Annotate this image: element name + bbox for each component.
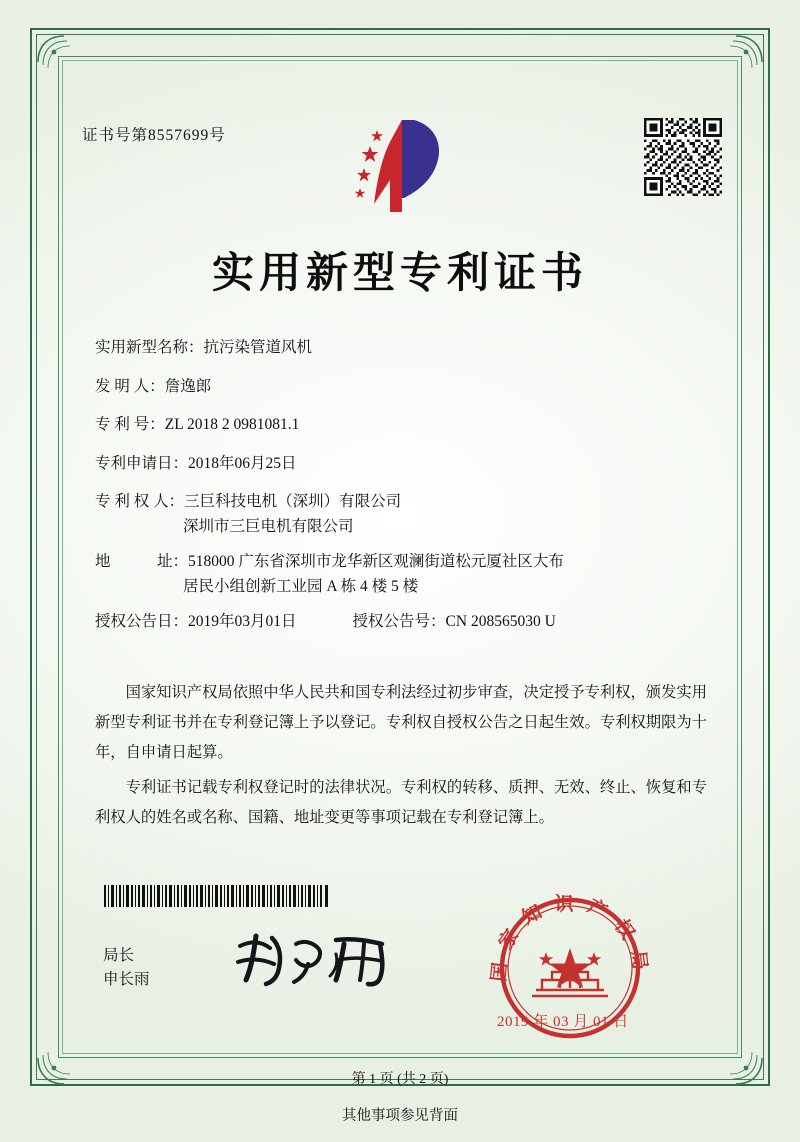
barcode-icon: [104, 885, 328, 907]
field-inventor-label: 发 明 人：: [95, 377, 165, 395]
field-patentee-value: 三巨科技电机（深圳）有限公司: [184, 493, 402, 510]
certificate-number: 证书号第8557699号: [82, 127, 226, 144]
legal-paragraph-2: 专利证书记载专利权登记时的法律状况。专利权的转移、质押、无效、终止、恢复和专利权人的姓名或名称、国籍、地址变更等事项记载在专利登记簿上。: [95, 779, 707, 827]
signature-icon: [232, 928, 412, 990]
field-patentee: [95, 494, 715, 510]
field-patent-number: [95, 417, 715, 433]
field-address: [95, 554, 715, 570]
field-patentee-label: 专 利 权 人：: [95, 493, 185, 510]
qr-code-icon: [644, 118, 722, 196]
field-patentee-value-second: 深圳市三巨电机有限公司: [183, 517, 354, 535]
field-inventor-value: 詹逸郎: [164, 377, 212, 395]
signature-block: [103, 944, 150, 992]
corner-flourish-icon: [34, 32, 98, 96]
field-patent-number-label: 专 利 号：: [95, 416, 165, 433]
field-grant-row: [95, 614, 715, 630]
director-name-label: 申长雨: [103, 971, 150, 989]
svg-text:国家知识产权局: 国家知识产权局: [487, 893, 653, 983]
field-grant-date-label: 授权公告日：: [95, 613, 189, 630]
seal-date: 2019 年 03 月 01 日: [497, 1014, 629, 1030]
field-application-date-value: 2018年06月25日: [188, 454, 297, 472]
page-number: 第 1 页 (共 2 页): [351, 1072, 449, 1087]
field-grant-date-value: 2019年03月01日: [188, 613, 297, 630]
back-side-note: 其他事项参见背面: [342, 1108, 458, 1124]
cnipa-logo-icon: [344, 112, 456, 220]
field-address-value-second: 居民小组创新工业园 A 栋 4 楼 5 楼: [183, 577, 419, 595]
director-title-label: 局长: [103, 947, 135, 964]
field-application-date-label: 专利申请日：: [95, 454, 189, 472]
field-address-label: 地 址：: [95, 553, 189, 570]
field-patent-number-value: ZL 2018 2 0981081.1: [164, 416, 300, 433]
legal-paragraphs: [95, 678, 707, 839]
legal-paragraph-1: 国家知识产权局依照中华人民共和国专利法经过初步审查，决定授予专利权，颁发实用新型专利证书并在专利登记簿上予以登记。专利权自授权公告之日起生效。专利权期限为十年，自申请日起算。: [95, 684, 707, 761]
field-name: [95, 340, 715, 356]
field-grant-number-label: 授权公告号：: [352, 613, 446, 630]
page-title: 实用新型专利证书: [211, 248, 588, 297]
field-address-value: 518000 广东省深圳市龙华新区观澜街道松元厦社区大布: [188, 553, 564, 570]
field-inventor: [95, 379, 715, 395]
field-name-value: 抗污染管道风机: [203, 339, 313, 356]
field-name-label: 实用新型名称：: [95, 339, 204, 356]
field-application-date: [95, 456, 715, 472]
patent-fields: [95, 340, 715, 653]
corner-flourish-icon: [702, 32, 766, 96]
field-grant-number-value: CN 208565030 U: [445, 613, 556, 630]
